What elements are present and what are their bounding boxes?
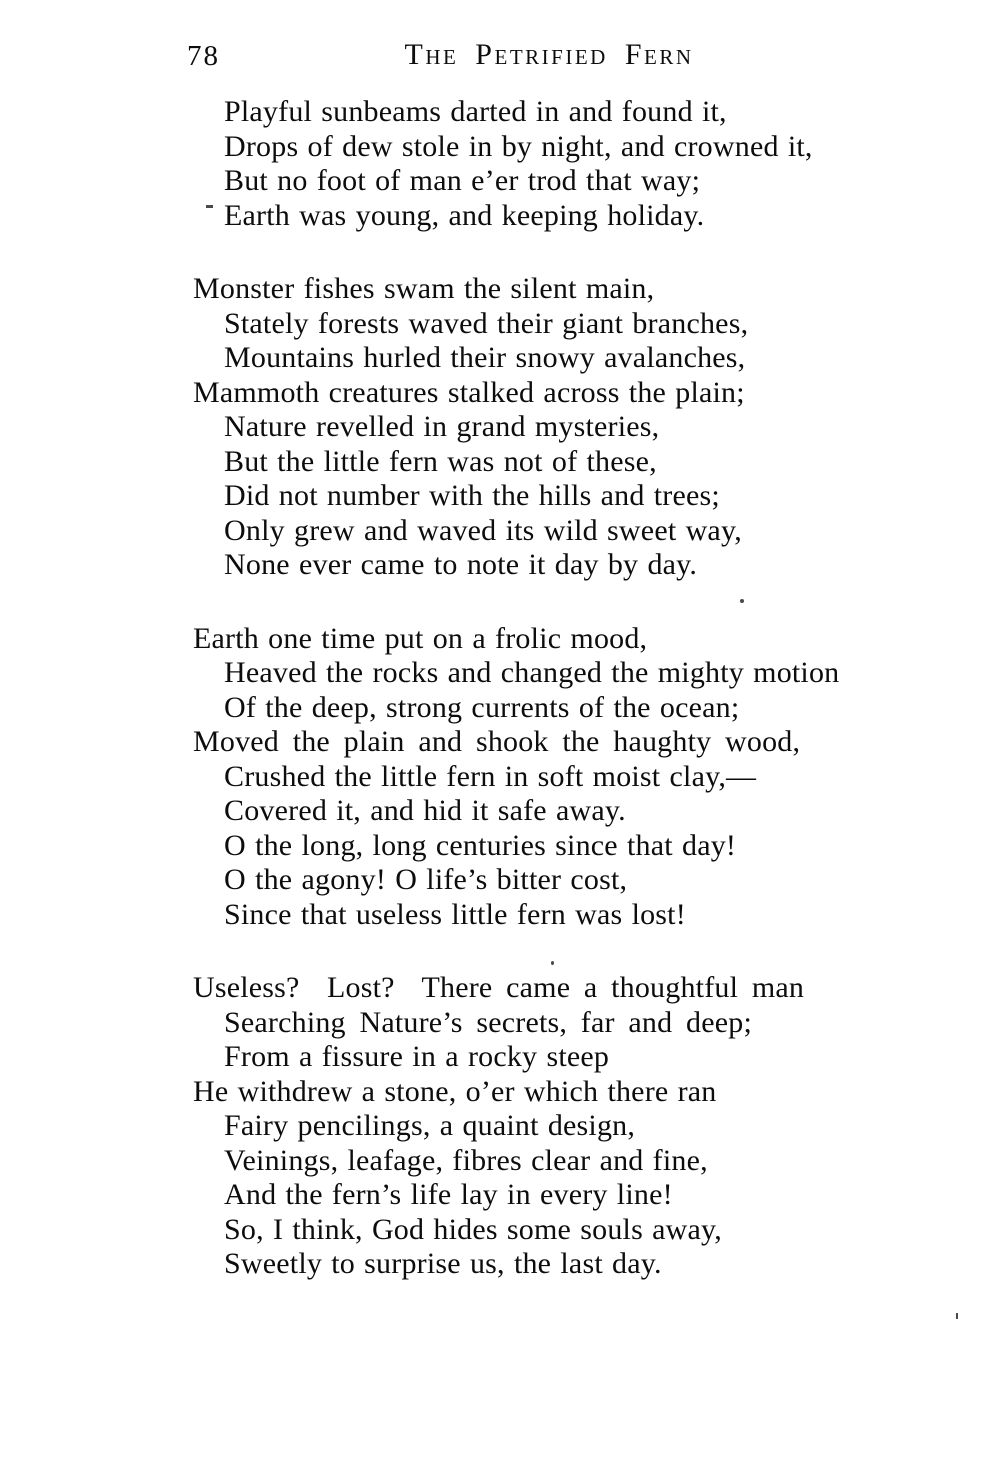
poem-line: He withdrew a stone, o’er which there ran xyxy=(193,1074,717,1108)
running-title: The Petrified Fern xyxy=(404,38,694,71)
stanza xyxy=(193,971,953,1282)
stanza xyxy=(193,622,953,933)
scan-artifact xyxy=(551,961,554,965)
poem-line: Earth was young, and keeping holiday. xyxy=(224,198,705,232)
poem-line: Since that useless little fern was lost! xyxy=(224,897,686,931)
scan-artifact xyxy=(740,599,744,603)
poem-line: But no foot of man e’er trod that way; xyxy=(224,164,701,197)
poem-line: Sweetly to surprise us, the last day. xyxy=(224,1247,662,1280)
poem-line: Crushed the little fern in soft moist clay,— xyxy=(224,759,757,793)
stanza xyxy=(193,272,953,583)
poem-line: O the agony! O life’s bitter cost, xyxy=(224,863,628,896)
page-number: 78 xyxy=(187,40,220,72)
poem-line: But the little fern was not of these, xyxy=(224,444,657,478)
poem-line: Mountains hurled their snowy avalanches, xyxy=(224,341,746,374)
poem-line: O the long, long centuries since that day! xyxy=(224,828,737,862)
page-header xyxy=(0,38,1000,78)
poem-line: Nature revelled in grand mysteries, xyxy=(224,410,660,443)
poem-line: Veinings, leafage, fibres clear and fine, xyxy=(224,1143,708,1177)
poem-line: So, I think, God hides some souls away, xyxy=(224,1212,722,1246)
poem-line: Heaved the rocks and changed the mighty motion xyxy=(224,656,840,689)
poem-line: Mammoth creatures stalked across the plain; xyxy=(193,375,745,409)
poem-line: Stately forests waved their giant branches, xyxy=(224,306,749,340)
poem-line: Searching Nature’s secrets, far and deep; xyxy=(224,1005,752,1039)
poem-line: Playful sunbeams darted in and found it, xyxy=(224,95,727,128)
poem-line: Moved the plain and shook the haughty wood, xyxy=(193,725,801,758)
poem-line: Covered it, and hid it safe away. xyxy=(224,794,626,827)
poem-line: Of the deep, strong currents of the ocean; xyxy=(224,690,740,724)
poem-line: Monster fishes swam the silent main, xyxy=(193,272,655,305)
poem-line: Earth one time put on a frolic mood, xyxy=(193,621,648,655)
poem-line: Only grew and waved its wild sweet way, xyxy=(224,513,742,547)
poem-line: Useless? Lost? There came a thoughtful man xyxy=(193,971,805,1004)
poem-line: From a fissure in a rocky steep xyxy=(224,1040,610,1073)
poem-line: Fairy pencilings, a quaint design, xyxy=(224,1109,636,1142)
poem-line: None ever came to note it day by day. xyxy=(224,548,698,581)
scan-artifact xyxy=(956,1313,958,1319)
poem xyxy=(193,95,953,1321)
poem-line: Drops of dew stole in by night, and crowned it, xyxy=(224,129,813,163)
stanza xyxy=(193,95,953,233)
poem-line: Did not number with the hills and trees; xyxy=(224,479,720,512)
poem-line: And the fern’s life lay in every line! xyxy=(224,1178,673,1211)
scan-artifact xyxy=(206,205,213,208)
